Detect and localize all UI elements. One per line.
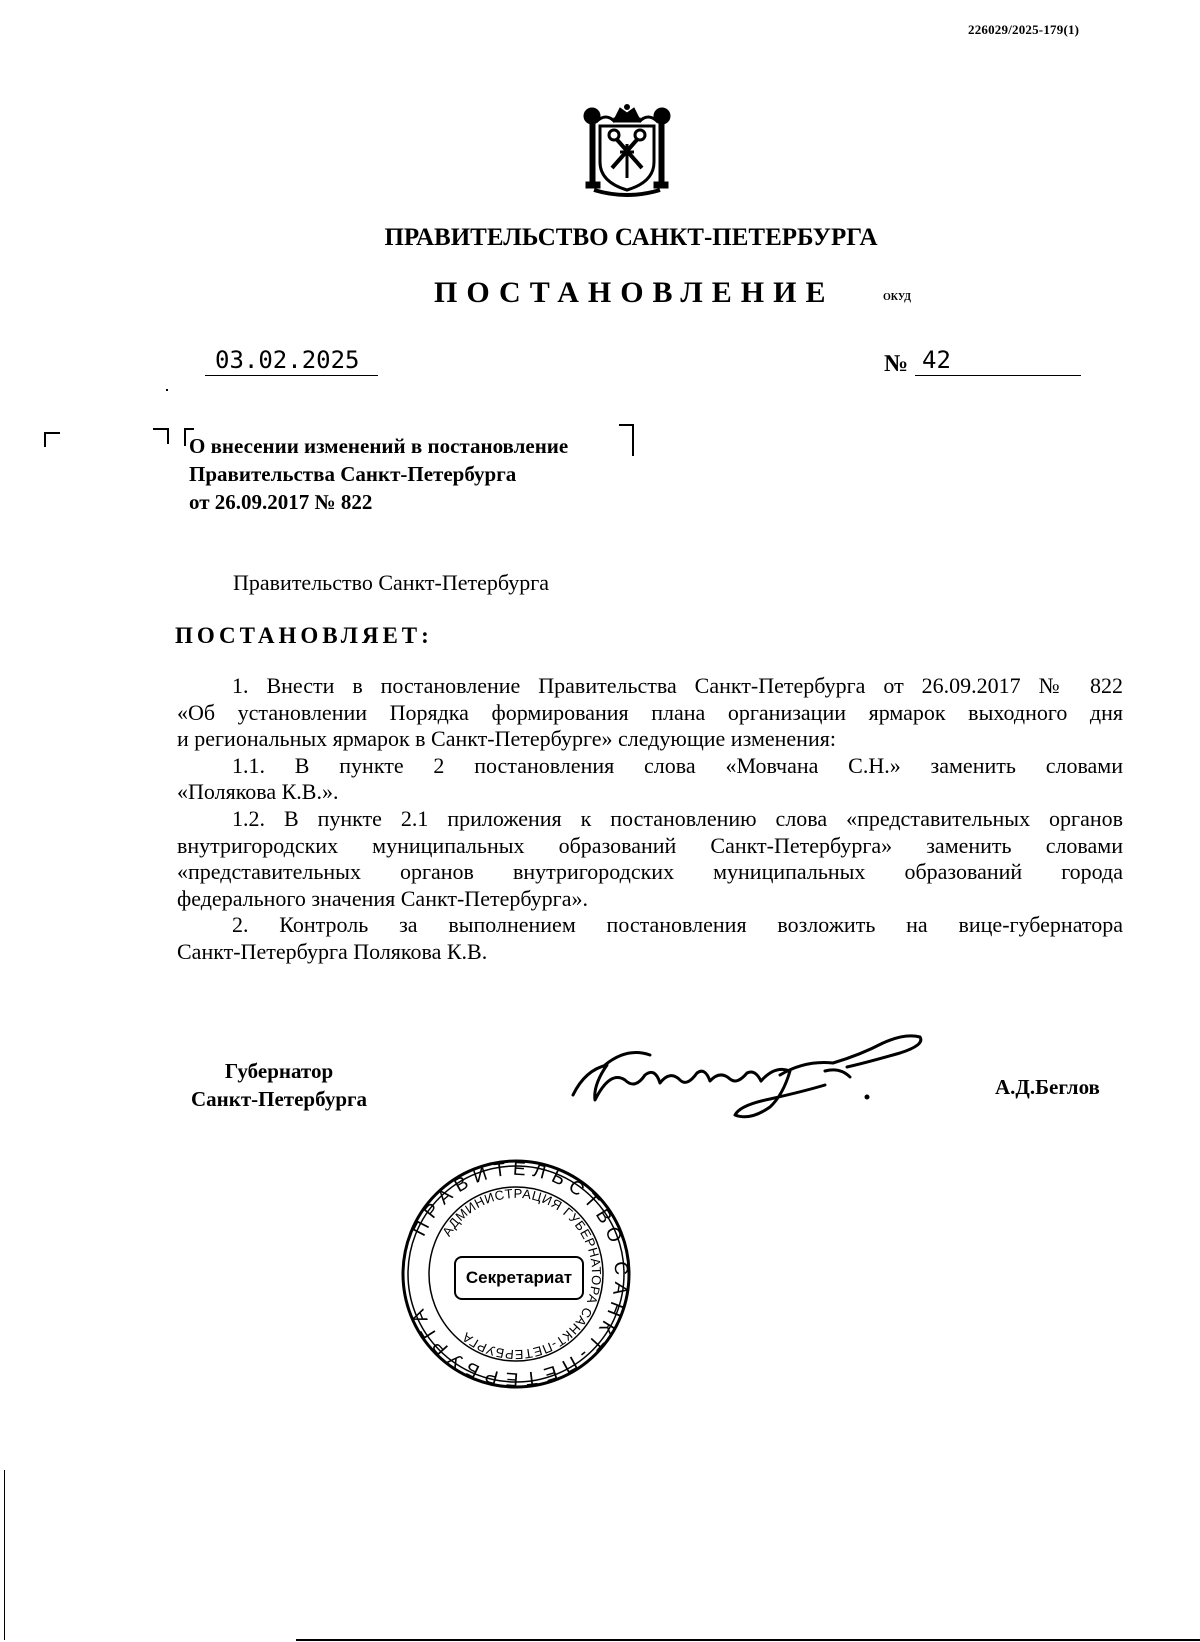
subject-line: от 26.09.2017 № 822	[189, 490, 373, 514]
signatory-name: А.Д.Беглов	[995, 1075, 1100, 1099]
body-line: «Полякова К.В.».	[177, 779, 339, 805]
corner-mark	[44, 432, 60, 447]
svg-text:АДМИНИСТРАЦИЯ ГУБЕРНАТОРА САНК: АДМИНИСТРАЦИЯ ГУБЕРНАТОРА САНКТ-ПЕТЕРБУРГА	[439, 1185, 605, 1363]
document-number: 42	[922, 346, 951, 374]
registration-number: 226029/2025-179(1)	[968, 22, 1080, 37]
number-label: №	[884, 351, 909, 377]
position-line: Санкт-Петербурга	[190, 1087, 368, 1111]
document-body	[177, 673, 1123, 966]
document-subject	[189, 432, 568, 516]
svg-text:ПРАВИТЕЛЬСТВО САНКТ-ПЕТЕРБУРГА: ПРАВИТЕЛЬСТВО САНКТ-ПЕТЕРБУРГА	[405, 1158, 632, 1390]
body-line: внутригородских муниципальных образований Санкт-Петербурга» заменить словами	[177, 832, 1123, 858]
corner-mark	[619, 424, 634, 456]
body-line: и региональных ярмарок в Санкт-Петербурге» следующие изменения:	[177, 726, 836, 752]
handwritten-signature	[565, 1025, 935, 1125]
body-line: 1.2. В пункте 2.1 приложения к постановлению слова «представительных органов	[232, 805, 1123, 831]
coat-of-arms-icon	[578, 104, 676, 200]
body-line: 1.1. В пункте 2 постановления слова «Мовчана С.Н.» заменить словами	[232, 752, 1123, 778]
scan-edge	[296, 1639, 1200, 1641]
signatory-position	[168, 1057, 390, 1113]
corner-mark	[153, 428, 169, 444]
date-underline	[205, 375, 378, 376]
subject-line: Правительства Санкт-Петербурга	[189, 462, 517, 486]
subject-line: О внесении изменений в постановление	[189, 434, 569, 458]
body-line: федерального значения Санкт-Петербурга».	[177, 885, 588, 911]
document-type: ПОСТАНОВЛЕНИЕ	[434, 276, 835, 309]
seal-center-label: Секретариат	[454, 1256, 584, 1300]
scan-edge	[4, 1470, 5, 1640]
body-line: 1. Внести в постановление Правительства Санкт-Петербурга от 26.09.2017 № 822	[232, 673, 1123, 698]
speck	[166, 389, 168, 391]
organization-title: ПРАВИТЕЛЬСТВО САНКТ-ПЕТЕРБУРГА	[384, 224, 878, 251]
body-line: Санкт-Петербурга Полякова К.В.	[177, 938, 488, 964]
position-line: Губернатор	[224, 1059, 334, 1083]
number-underline	[915, 375, 1081, 376]
decrees-heading: ПОСТАНОВЛЯЕТ:	[175, 623, 433, 648]
body-line: 2. Контроль за выполнением постановления возложить на вице-губернатора	[232, 912, 1123, 938]
body-line: «Об установлении Порядка формирования плана организации ярмарок выходного дня	[177, 699, 1123, 725]
okud-label: ОКУД	[883, 292, 912, 303]
body-line: «представительных органов внутригородских муниципальных образований города	[177, 859, 1123, 885]
document-date: 03.02.2025	[215, 346, 360, 374]
intro-text: Правительство Санкт-Петербурга	[233, 570, 550, 595]
